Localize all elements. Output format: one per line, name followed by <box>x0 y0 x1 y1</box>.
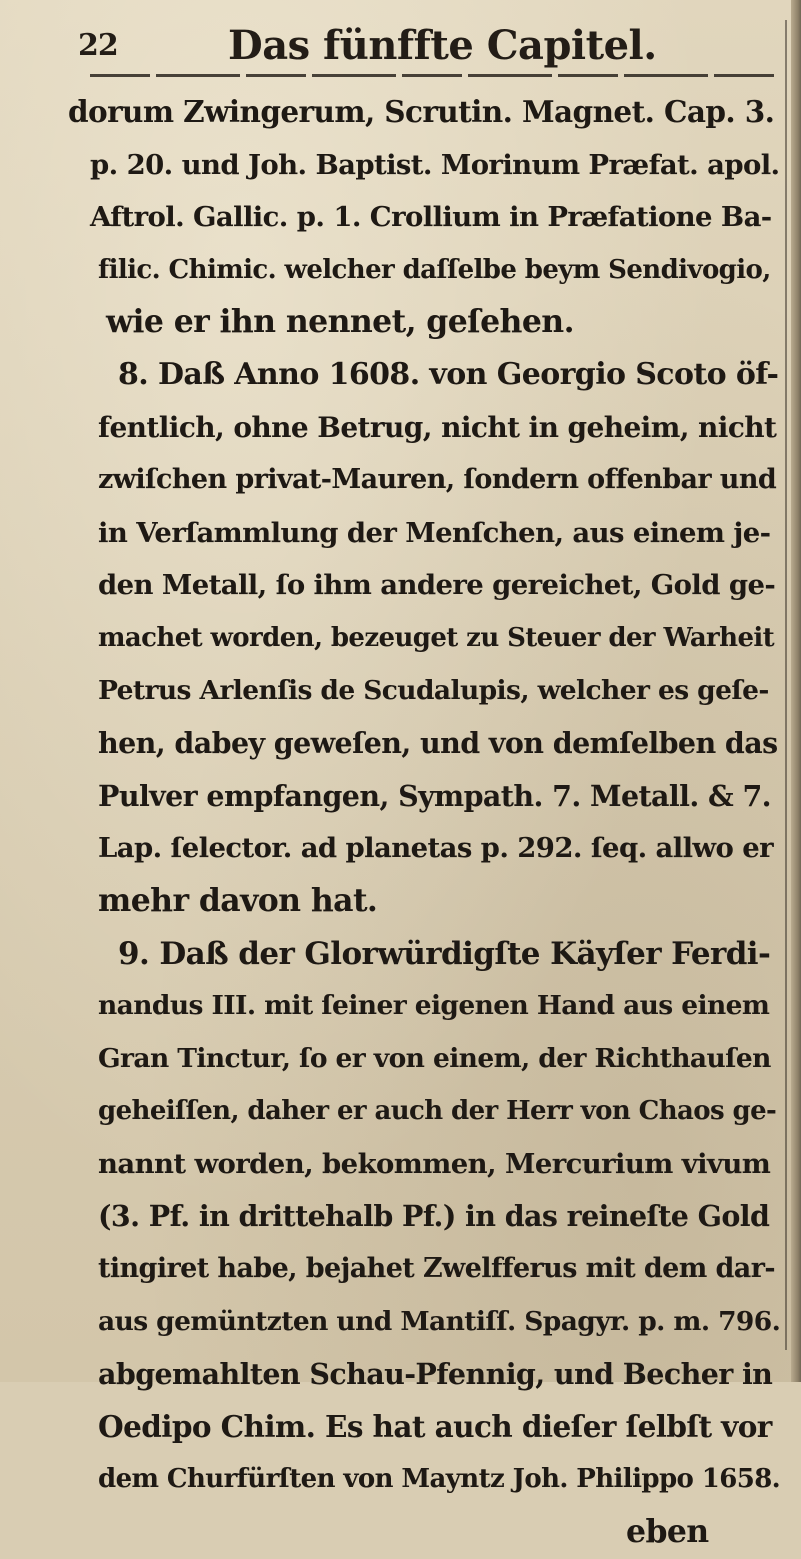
paragraph-start-line: 9. Daß der Glorwürdigſte Käyſer Ferdi- <box>118 935 771 972</box>
body-text <box>68 86 780 1559</box>
text-line: geheiſſen, daher er auch der Herr von Chaos ge- <box>98 1096 777 1127</box>
text-line: den Metall, ſo ihm andere gereichet, Gold ge- <box>98 569 776 602</box>
text-line: mehr davon hat. <box>98 881 378 919</box>
text-line: Petrus Arlenſis de Scudalupis, welcher es geſe- <box>98 674 769 706</box>
text-line: nannt worden, bekommen, Mercurium vivum <box>98 1147 771 1180</box>
text-line: p. 20. und Joh. Baptist. Morinum Præfat. apol. <box>90 148 780 181</box>
running-title: Das fünffte Capitel. <box>228 22 657 69</box>
page-edge-shadow <box>791 0 801 1382</box>
text-line: aus gemüntzten und Mantiſſ. Spagyr. p. m. 796. <box>98 1305 781 1337</box>
paragraph-start-line: 8. Daß Anno 1608. von Georgio Scoto öf- <box>118 356 779 392</box>
text-line: hen, dabey geweſen, und von demſelben das <box>98 726 778 761</box>
header-rule <box>90 74 780 77</box>
vertical-margin-rule <box>785 20 787 1350</box>
text-line: filic. Chimic. welcher daſſelbe beym Sendivogio, <box>98 254 771 285</box>
text-line: wie er ihn nennet, geſehen. <box>106 303 574 341</box>
text-line: nandus III. mit ſeiner eigenen Hand aus einem <box>98 990 770 1022</box>
text-line: in Verſammlung der Menſchen, aus einem je- <box>98 516 771 549</box>
text-line: abgemahlten Schau-Pfennig, und Becher in <box>98 1357 773 1392</box>
text-line: Gran Tinctur, ſo er von einem, der Richthauſen <box>98 1042 771 1074</box>
text-line: Pulver empfangen, Sympath. 7. Metall. & 7. <box>98 778 772 813</box>
text-line: machet worden, bezeuget zu Steuer der Warheit <box>98 622 775 653</box>
text-line: tingiret habe, bejahet Zwelfferus mit dem dar- <box>98 1253 775 1285</box>
text-line: Oedipo Chim. Es hat auch dieſer ſelbſt vor <box>98 1408 772 1444</box>
text-line: (3. Pf. in drittehalb Pf.) in das reineſte Gold <box>98 1199 770 1234</box>
text-line: zwiſchen privat-Mauren, ſondern offenbar und <box>98 464 777 496</box>
text-line: dem Churfürſten von Mayntz Joh. Philippo 1658. <box>98 1464 781 1495</box>
page-header <box>78 22 778 72</box>
catchword: eben <box>626 1513 709 1551</box>
text-line: Lap. ſelector. ad planetas p. 292. ſeq. allwo er <box>98 832 774 865</box>
text-line: dorum Zwingerum, Scrutin. Magnet. Cap. 3. <box>68 94 775 129</box>
text-line: Aftrol. Gallic. p. 1. Crollium in Præfatione Ba- <box>90 201 772 234</box>
text-line: fentlich, ohne Betrug, nicht in geheim, nicht <box>98 410 777 444</box>
page-number: 22 <box>78 28 118 63</box>
